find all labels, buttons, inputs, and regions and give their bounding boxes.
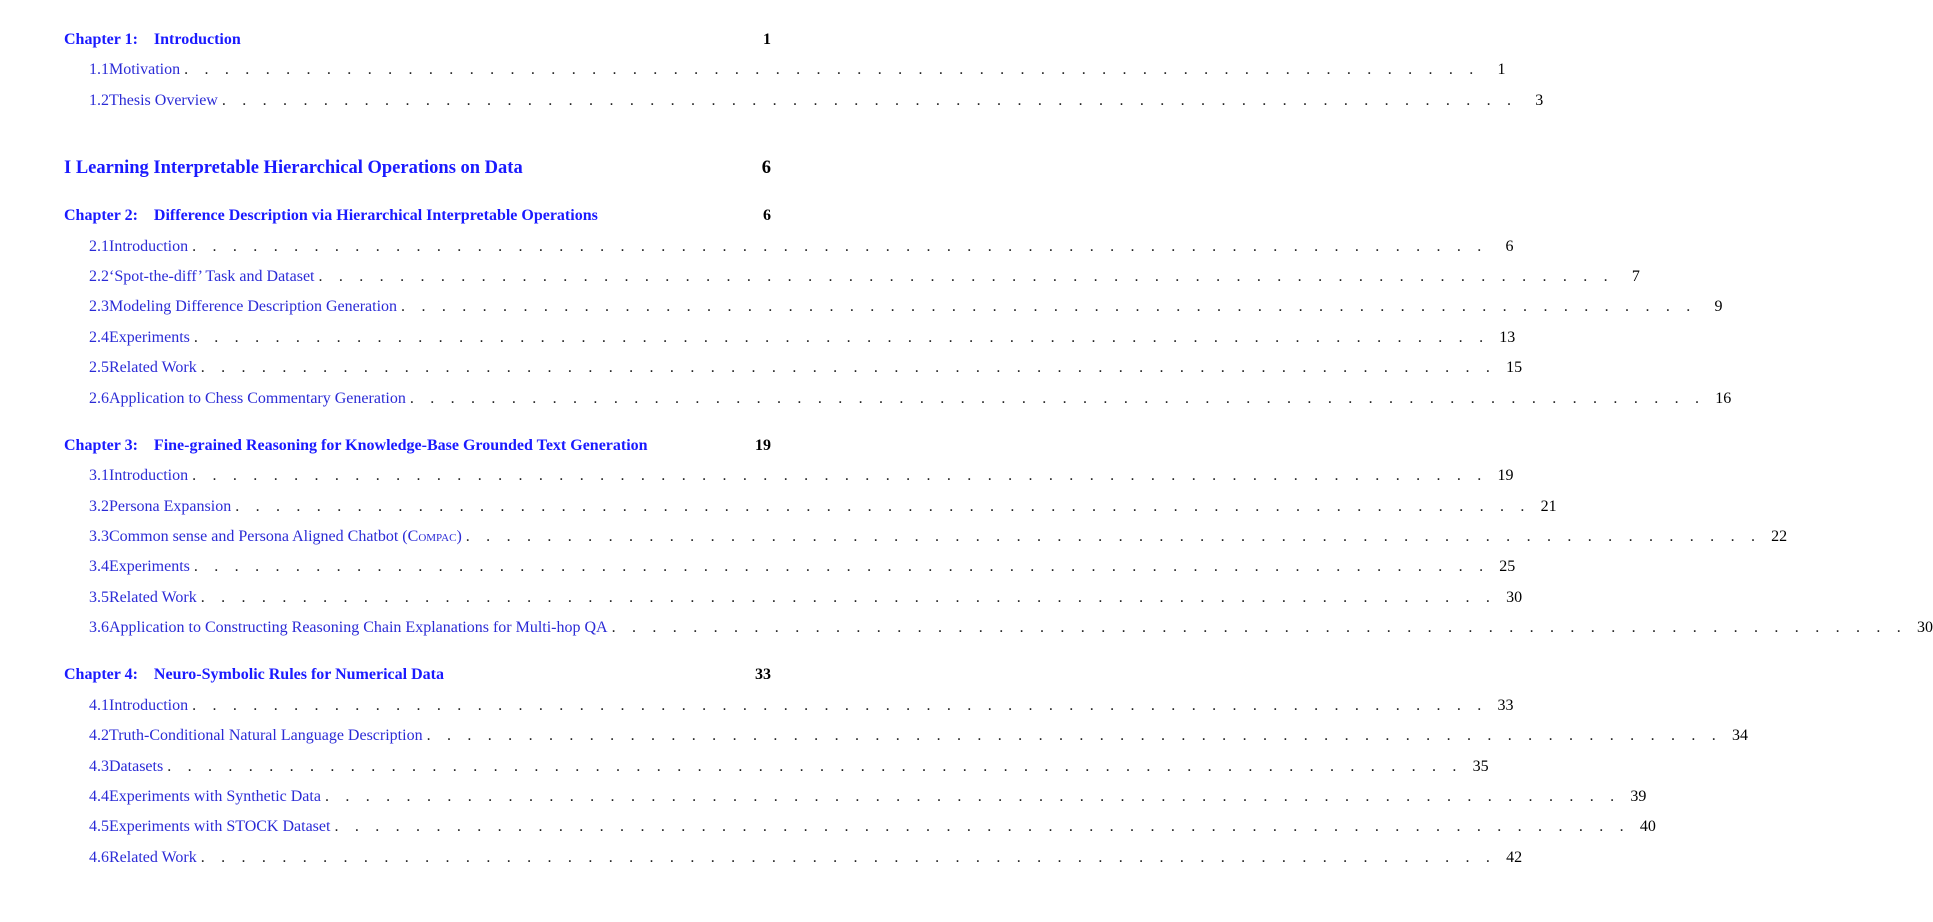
toc-section-2-5[interactable]	[89, 356, 1523, 380]
leader-dots: . . . . . . . . . . . . . . . . . . . . . . . . . . . . . . . . . . . . . . . . . . . . . . . . . . . . . . . . . . . . . . . .	[200, 359, 1497, 376]
section-title: Related Work	[109, 589, 197, 606]
toc-chapter-4[interactable]	[64, 663, 771, 687]
page-number: 21	[1540, 498, 1557, 515]
page-number: 3	[1535, 92, 1544, 109]
page-number: 6	[763, 207, 771, 224]
toc-chapter-1[interactable]	[64, 28, 771, 52]
page-number: 9	[1714, 298, 1723, 315]
page-number: 6	[1505, 238, 1514, 255]
page-number: 30	[1506, 589, 1523, 606]
section-title: Motivation	[109, 61, 181, 78]
page-number: 7	[1631, 268, 1640, 285]
section-title: Related Work	[109, 359, 197, 376]
section-number: 2.3	[89, 298, 109, 315]
section-title: Introduction	[109, 238, 189, 255]
section-title: Thesis Overview	[109, 92, 218, 109]
toc-section-2-3[interactable]	[89, 295, 1723, 319]
section-number: 2.1	[89, 238, 109, 255]
section-number: 3.4	[89, 558, 109, 575]
section-title: Experiments with STOCK Dataset	[109, 818, 331, 835]
section-title-suffix: )	[456, 528, 462, 545]
chapter-title: Neuro-Symbolic Rules for Numerical Data	[153, 666, 444, 683]
section-title: Experiments with Synthetic Data	[109, 788, 321, 805]
leader-dots: . . . . . . . . . . . . . . . . . . . . . . . . . . . . . . . . . . . . . . . . . . . . . . . . . . . . . . . . . . . . . . . .	[409, 390, 1706, 407]
toc-section-2-6[interactable]	[89, 387, 1732, 411]
page-number: 6	[761, 157, 771, 178]
page-number: 1	[763, 31, 771, 48]
leader-dots: . . . . . . . . . . . . . . . . . . . . . . . . . . . . . . . . . . . . . . . . . . . . . . . . . . . . . . . . . . . . . . . .	[334, 818, 1630, 835]
leader-dots: . . . . . . . . . . . . . . . . . . . . . . . . . . . . . . . . . . . . . . . . . . . . . . . . . . . . . . . . . . . . . . . .	[426, 727, 1722, 744]
section-number: 2.2	[89, 268, 109, 285]
leader-dots: . . . . . . . . . . . . . . . . . . . . . . . . . . . . . . . . . . . . . . . . . . . . . . . . . . . . . . . . . . . . . . . .	[611, 619, 1908, 636]
section-title-prefix: Common sense and Persona Aligned Chatbot (	[109, 528, 408, 545]
leader-dots: . . . . . . . . . . . . . . . . . . . . . . . . . . . . . . . . . . . . . . . . . . . . . . . . . . . . . . . . . . . . . . . .	[465, 528, 1762, 545]
leader-dots: . . . . . . . . . . . . . . . . . . . . . . . . . . . . . . . . . . . . . . . . . . . . . . . . . . . . . . . . . . . . . . . .	[235, 498, 1531, 515]
toc-section-2-1[interactable]	[89, 235, 1514, 259]
leader-dots: . . . . . . . . . . . . . . . . . . . . . . . . . . . . . . . . . . . . . . . . . . . . . . . . . . . . . . . . . . . . . . . .	[324, 788, 1621, 805]
page-number: 1	[1497, 61, 1506, 78]
page-number: 33	[1497, 697, 1514, 714]
leader-dots: . . . . . . . . . . . . . . . . . . . . . . . . . . . . . . . . . . . . . . . . . . . . . . . . . . . . . . . . . . . . . . . .	[193, 329, 1490, 346]
page-number: 13	[1499, 329, 1516, 346]
page-number: 22	[1771, 528, 1788, 545]
leader-dots: . . . . . . . . . . . . . . . . . . . . . . . . . . . . . . . . . . . . . . . . . . . . . . . . . . . . . . . . . . . . . . . .	[193, 558, 1490, 575]
toc-chapter-3[interactable]	[64, 434, 771, 458]
section-number: 4.5	[89, 818, 109, 835]
section-title: Experiments	[109, 558, 190, 575]
page-number: 15	[1506, 359, 1523, 376]
toc-section-4-1[interactable]	[89, 694, 1514, 718]
section-title-smallcaps: Compac	[407, 528, 457, 545]
section-title: Datasets	[109, 758, 164, 775]
toc-section-3-3[interactable]	[89, 525, 1788, 549]
page-number: 19	[1497, 467, 1514, 484]
section-number: 3.2	[89, 498, 109, 515]
section-number: 4.4	[89, 788, 109, 805]
page-number: 30	[1917, 619, 1933, 636]
page-number: 35	[1472, 758, 1489, 775]
toc-section-4-4[interactable]	[89, 785, 1647, 809]
part-title: I Learning Interpretable Hierarchical Operations on Data	[64, 157, 523, 178]
chapter-title: Fine-grained Reasoning for Knowledge-Base Grounded Text Generation	[153, 437, 648, 454]
page-number: 16	[1715, 390, 1732, 407]
toc-section-3-6[interactable]	[89, 616, 1933, 640]
toc-section-1-1[interactable]	[89, 58, 1506, 82]
toc-section-3-4[interactable]	[89, 555, 1516, 579]
leader-dots: . . . . . . . . . . . . . . . . . . . . . . . . . . . . . . . . . . . . . . . . . . . . . . . . . . . . . . . . . . . . . . . .	[200, 849, 1497, 866]
section-number: 1.2	[89, 92, 109, 109]
toc-chapter-2[interactable]	[64, 204, 771, 228]
section-number: 3.5	[89, 589, 109, 606]
section-number: 4.3	[89, 758, 109, 775]
section-title: Introduction	[109, 697, 189, 714]
leader-dots: . . . . . . . . . . . . . . . . . . . . . . . . . . . . . . . . . . . . . . . . . . . . . . . . . . . . . . . . . . . . . . . .	[200, 589, 1497, 606]
toc-section-2-4[interactable]	[89, 326, 1516, 350]
page-number: 19	[755, 437, 771, 454]
leader-dots: . . . . . . . . . . . . . . . . . . . . . . . . . . . . . . . . . . . . . . . . . . . . . . . . . . . . . . . . . . . . . . . .	[221, 92, 1518, 109]
section-title: Modeling Difference Description Generation	[109, 298, 398, 315]
page-number: 39	[1630, 788, 1647, 805]
section-number: 3.1	[89, 467, 109, 484]
leader-dots: . . . . . . . . . . . . . . . . . . . . . . . . . . . . . . . . . . . . . . . . . . . . . . . . . . . . . . . . . . . . . . . .	[192, 697, 1488, 714]
section-title: Related Work	[109, 849, 197, 866]
section-title: Introduction	[109, 467, 189, 484]
toc-section-4-2[interactable]	[89, 724, 1748, 748]
leader-dots: . . . . . . . . . . . . . . . . . . . . . . . . . . . . . . . . . . . . . . . . . . . . . . . . . . . . . . . . . . . . . . . .	[167, 758, 1463, 775]
toc-section-3-5[interactable]	[89, 586, 1523, 610]
leader-dots: . . . . . . . . . . . . . . . . . . . . . . . . . . . . . . . . . . . . . . . . . . . . . . . . . . . . . . . . . . . . . . . .	[184, 61, 1480, 78]
leader-dots: . . . . . . . . . . . . . . . . . . . . . . . . . . . . . . . . . . . . . . . . . . . . . . . . . . . . . . . . . . . . . . . .	[318, 268, 1614, 285]
toc-section-2-2[interactable]	[89, 265, 1640, 289]
section-number: 3.6	[89, 619, 109, 636]
section-title: Application to Constructing Reasoning Chain Explanations for Multi-hop QA	[109, 619, 608, 636]
chapter-title: Introduction	[153, 31, 241, 48]
section-title: Persona Expansion	[109, 498, 232, 515]
toc-section-3-2[interactable]	[89, 495, 1557, 519]
page-number: 34	[1731, 727, 1748, 744]
section-title	[109, 528, 462, 546]
section-number: 4.2	[89, 727, 109, 744]
toc-part-1[interactable]	[64, 156, 771, 180]
section-number: 4.1	[89, 697, 109, 714]
chapter-label: Chapter 1:	[64, 31, 138, 48]
toc-section-1-2[interactable]	[89, 89, 1544, 113]
section-title: Experiments	[109, 329, 190, 346]
page-number: 40	[1639, 818, 1656, 835]
leader-dots: . . . . . . . . . . . . . . . . . . . . . . . . . . . . . . . . . . . . . . . . . . . . . . . . . . . . . . . . . . . . . . . .	[192, 238, 1488, 255]
section-number: 2.6	[89, 390, 109, 407]
section-title: Truth-Conditional Natural Language Description	[109, 727, 423, 744]
section-number: 2.4	[89, 329, 109, 346]
chapter-label: Chapter 3:	[64, 437, 138, 454]
section-title: ‘Spot-the-diff’ Task and Dataset	[109, 268, 315, 285]
leader-dots: . . . . . . . . . . . . . . . . . . . . . . . . . . . . . . . . . . . . . . . . . . . . . . . . . . . . . . . . . . . . . . . .	[192, 467, 1488, 484]
section-number: 1.1	[89, 61, 109, 78]
chapter-label: Chapter 2:	[64, 207, 138, 224]
toc-section-3-1[interactable]	[89, 464, 1514, 488]
section-number: 2.5	[89, 359, 109, 376]
page-number: 25	[1499, 558, 1516, 575]
page-number: 33	[755, 666, 771, 683]
section-number: 3.3	[89, 528, 109, 545]
toc-section-4-6[interactable]	[89, 846, 1523, 870]
toc-section-4-5[interactable]	[89, 815, 1656, 839]
section-number: 4.6	[89, 849, 109, 866]
section-title: Application to Chess Commentary Generation	[109, 390, 406, 407]
leader-dots: . . . . . . . . . . . . . . . . . . . . . . . . . . . . . . . . . . . . . . . . . . . . . . . . . . . . . . . . . . . . . . . .	[401, 298, 1697, 315]
chapter-title: Difference Description via Hierarchical Interpretable Operations	[153, 207, 598, 224]
chapter-label: Chapter 4:	[64, 666, 138, 683]
toc-section-4-3[interactable]	[89, 755, 1489, 779]
page-number: 42	[1506, 849, 1523, 866]
